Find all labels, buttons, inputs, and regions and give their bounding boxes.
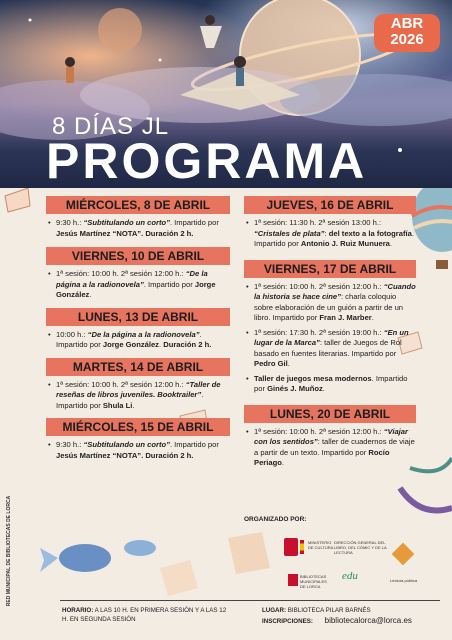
books-icon [160, 532, 270, 596]
inscripciones-label: INSCRIPCIONES: [262, 618, 313, 625]
day-header: VIERNES, 17 DE ABRIL [244, 260, 416, 278]
footer-horario [62, 606, 232, 624]
day-section [46, 358, 230, 412]
day-header: LUNES, 20 DE ABRIL [244, 405, 416, 423]
fish-icon [40, 540, 156, 572]
ministry-name: MINISTERIO DE CULTURA [308, 540, 334, 550]
event-item: • 10:00 h.: “De la página a la radionovela”. Impartido por Jorge González. Duración 2 h. [46, 330, 230, 351]
libraries-logo-icon [288, 574, 298, 586]
day-header: MARTES, 14 DE ABRIL [46, 358, 230, 376]
day-header: MIÉRCOLES, 8 DE ABRIL [46, 196, 230, 214]
spain-flag-icon [300, 540, 304, 554]
event-item: • 1ª sesión: 10:00 h. 2ª sesión 12:00 h.: “Viajar con los sentidos”: taller de cuadernos de viaje a partir de un texto. Impartido por Rocío Periago. [244, 427, 416, 469]
side-label: RED MUNICIPAL DE BIBLIOTECAS DE LORCA [6, 495, 12, 607]
event-item: • 1ª sesión: 17:30 h. 2ª sesión 19:00 h.: “En un lugar de la Marca”: taller de Juegos de Rol basado en fuentes literarias. Impartido por Pedro Gil. [244, 328, 416, 370]
event-item: • 1ª sesión: 10:00 h. 2ª sesión 12:00 h.: “De la página a la radionovela”. Impartido por Jorge González. [46, 269, 230, 301]
event-item: • 1ª sesión: 10:00 h. 2ª sesión 12:00 h.: “Taller de reseñas de libros juveniles. Booktrailer”. Impartido por Shula Li. [46, 380, 230, 412]
event-item: • 9:30 h.: “Subtitulando un corto”. Impartido por Jesús Martínez “NOTA”. Duración 2 h. [46, 440, 230, 461]
day-header: MIÉRCOLES, 15 DE ABRIL [46, 418, 230, 436]
horario-label: HORARIO: [62, 607, 94, 614]
lugar-text: BIBLIOTECA PILAR BARNÉS [287, 607, 371, 614]
lugar-label: LUGAR: [262, 607, 287, 614]
badge-year: 2026 [390, 31, 424, 48]
right-column [244, 196, 416, 475]
edu-logo: edu [342, 570, 358, 582]
event-item: • Taller de juegos mesa modernos. Impartido por Ginés J. Muñoz. [244, 374, 416, 395]
page-title: PROGRAMA [46, 133, 368, 188]
day-header: LUNES, 13 DE ABRIL [46, 308, 230, 326]
day-section [46, 196, 230, 239]
day-header: VIERNES, 10 DE ABRIL [46, 247, 230, 265]
hero-illustration [0, 0, 452, 188]
event-subtitle: 8 DÍAS JL [52, 113, 170, 140]
spain-crest-icon [284, 538, 298, 556]
hot-air-balloon-icon [412, 188, 452, 269]
day-section [46, 308, 230, 351]
day-section [244, 405, 416, 469]
footer-divider [60, 600, 440, 601]
day-section [244, 196, 416, 250]
footer-lugar [262, 606, 442, 615]
date-badge [374, 14, 440, 52]
ministry-subtitle: DIRECCIÓN GENERAL DEL LIBRO, DEL CÓMIC Y DE LA LECTURA [334, 540, 387, 555]
event-item: • 1ª sesión: 10:00 h. 2ª sesión 12:00 h.: “Cuando la historia se hace cine”: charla coloquio sobre elaboración de un guión a partir de un libro. Impartido por Fran J. Marber. [244, 282, 416, 324]
horario-text: A LAS 10 H. EN PRIMERA SESIÓN Y A LAS 12 H. EN SEGUNDA SESIÓN [62, 607, 227, 623]
libraries-name: BIBLIOTECAS MUNICIPALES DE LORCA [300, 574, 327, 589]
day-header: JUEVES, 16 DE ABRIL [244, 196, 416, 214]
lectura-label: Lectura pública [390, 578, 418, 583]
left-column [46, 196, 230, 467]
badge-month: ABR [390, 15, 424, 32]
event-item: • 9:30 h.: “Subtitulando un corto”. Impartido por Jesús Martínez “NOTA”. Duración 2 h. [46, 218, 230, 239]
day-section [46, 247, 230, 301]
organizer-label: ORGANIZADO POR: [244, 516, 307, 523]
email-link[interactable]: bibliotecalorca@lorca.es [324, 616, 412, 625]
event-item: • 1ª sesión: 11:30 h. 2ª sesión 13:00 h.: “Cristales de plata”: del texto a la fotografía. Impartido por Antonio J. Ruiz Munuera. [244, 218, 416, 250]
footer-inscripciones [262, 616, 442, 626]
day-section [244, 260, 416, 395]
day-section [46, 418, 230, 461]
